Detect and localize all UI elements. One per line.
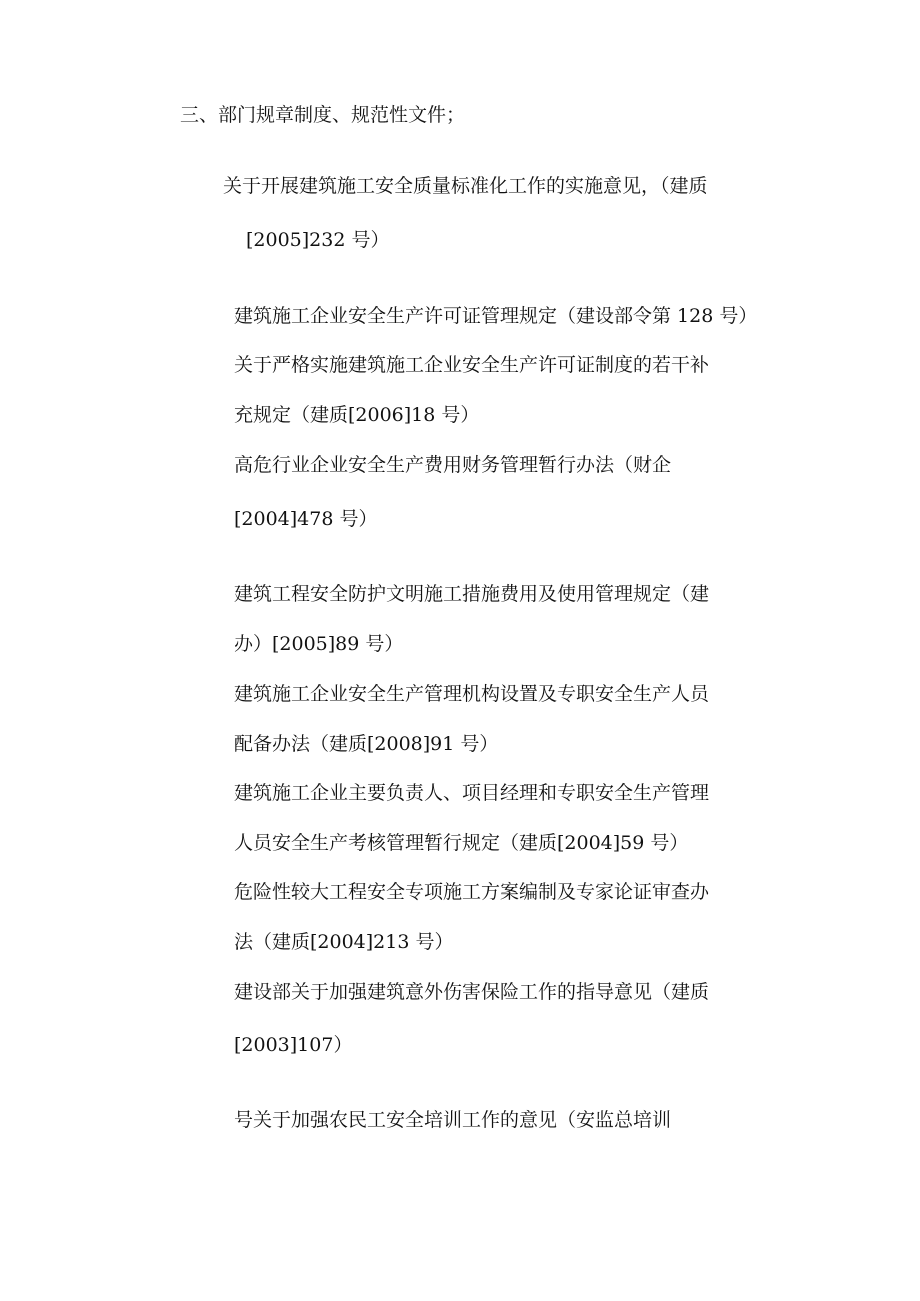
document-line: 危险性较大工程安全专项施工方案编制及专家论证审查办 (234, 881, 710, 903)
document-line: 配备办法（建质[2008]91 号） (234, 733, 499, 755)
document-line: 充规定（建质[2006]18 号） (234, 404, 480, 426)
document-line: 建设部关于加强建筑意外伤害保险工作的指导意见（建质 (234, 981, 710, 1003)
section-heading: 三、部门规章制度、规范性文件； (180, 104, 466, 126)
document-line: 关于严格实施建筑施工企业安全生产许可证制度的若干补 (234, 354, 710, 376)
document-line: 建筑施工企业安全生产管理机构设置及专职安全生产人员 (234, 683, 710, 705)
document-line: 高危行业企业安全生产费用财务管理暂行办法（财企 (234, 454, 672, 476)
document-line: 办）[2005]89 号） (234, 633, 404, 655)
document-line: 建筑工程安全防护文明施工措施费用及使用管理规定（建 (234, 583, 710, 605)
document-line: 号关于加强农民工安全培训工作的意见（安监总培训 (234, 1109, 672, 1131)
document-line: [2003]107） (234, 1034, 353, 1056)
document-line: 人员安全生产考核管理暂行规定（建质[2004]59 号） (234, 832, 689, 854)
document-line: 关于开展建筑施工安全质量标准化工作的实施意见，（建质 (223, 175, 708, 197)
document-line: 建筑施工企业安全生产许可证管理规定（建设部令第 128 号） (234, 305, 758, 327)
document-line: 建筑施工企业主要负责人、项目经理和专职安全生产管理 (234, 782, 710, 804)
document-line: 法（建质[2004]213 号） (234, 931, 454, 953)
document-line: [2005]232 号） (246, 229, 390, 251)
document-line: [2004]478 号） (234, 508, 378, 530)
